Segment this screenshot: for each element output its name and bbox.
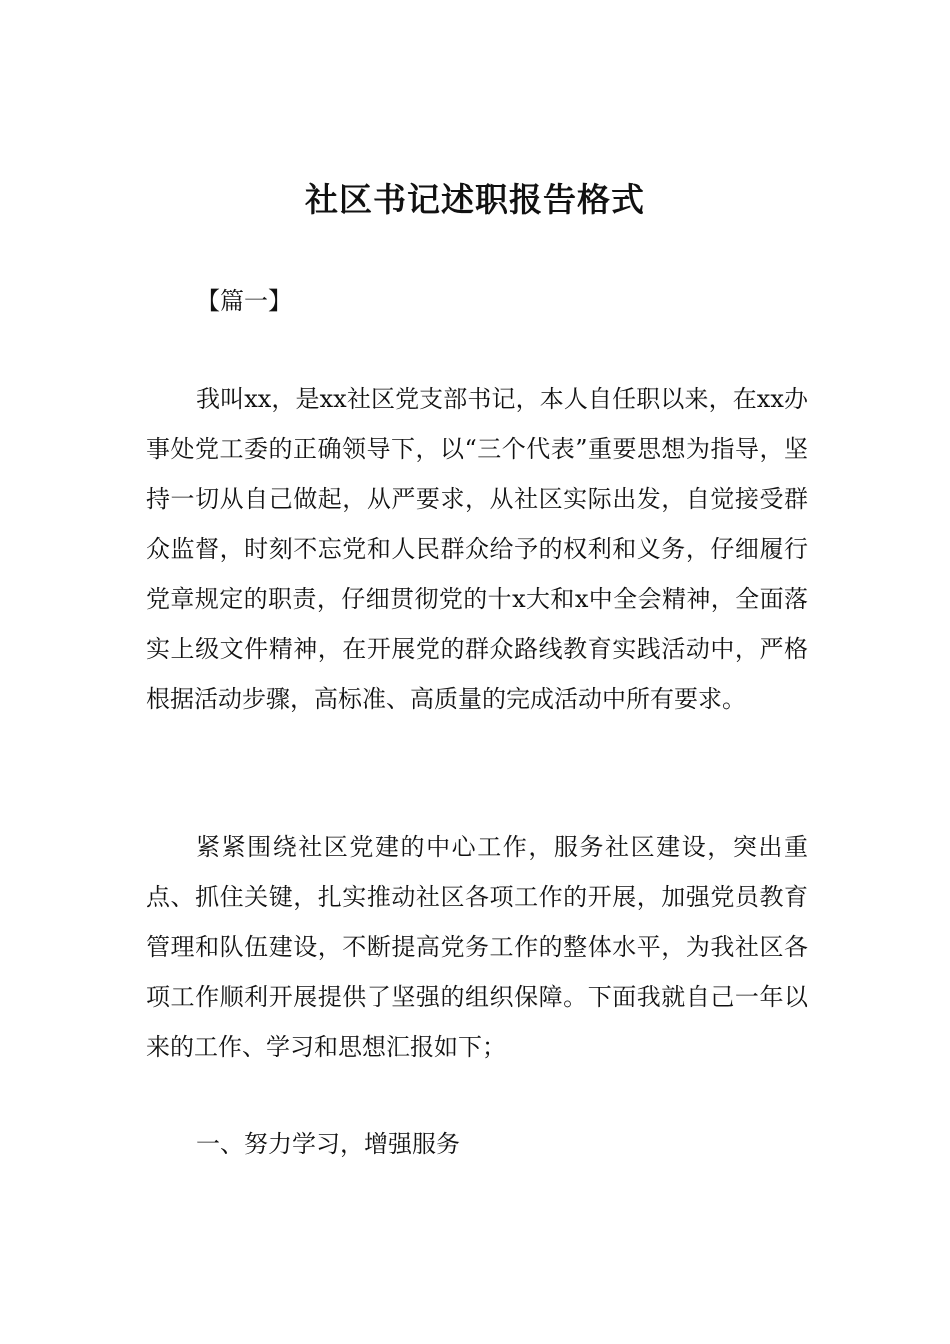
paragraph-1: 我叫xx，是xx社区党支部书记，本人自任职以来，在xx办事处党工委的正确领导下，以“三个代表”重要思想为指导，坚持一切从自己做起，从严要求，从社区实际出发，自觉接受群众监督，时刻不忘党和人民群众给予的权利和义务，仔细履行党章规定的职责，仔细贯彻党的十x大和x中全会精神，全面落实上级文件精神，在开展党的群众路线教育实践活动中，严格根据活动步骤，高标准、高质量的完成活动中所有要求。	[146, 385, 808, 713]
section-heading-1: 一、努力学习，增强服务	[196, 1130, 460, 1158]
paragraph-2: 紧紧围绕社区党建的中心工作，服务社区建设，突出重点、抓住关键，扎实推动社区各项工作的开展，加强党员教育管理和队伍建设，不断提高党务工作的整体水平，为我社区各项工作顺利开展提供了坚强的组织保障。下面我就自己一年以来的工作、学习和思想汇报如下；	[146, 833, 808, 1061]
document-title: 社区书记述职报告格式	[305, 180, 645, 219]
section-tag: 【篇一】	[196, 287, 292, 315]
